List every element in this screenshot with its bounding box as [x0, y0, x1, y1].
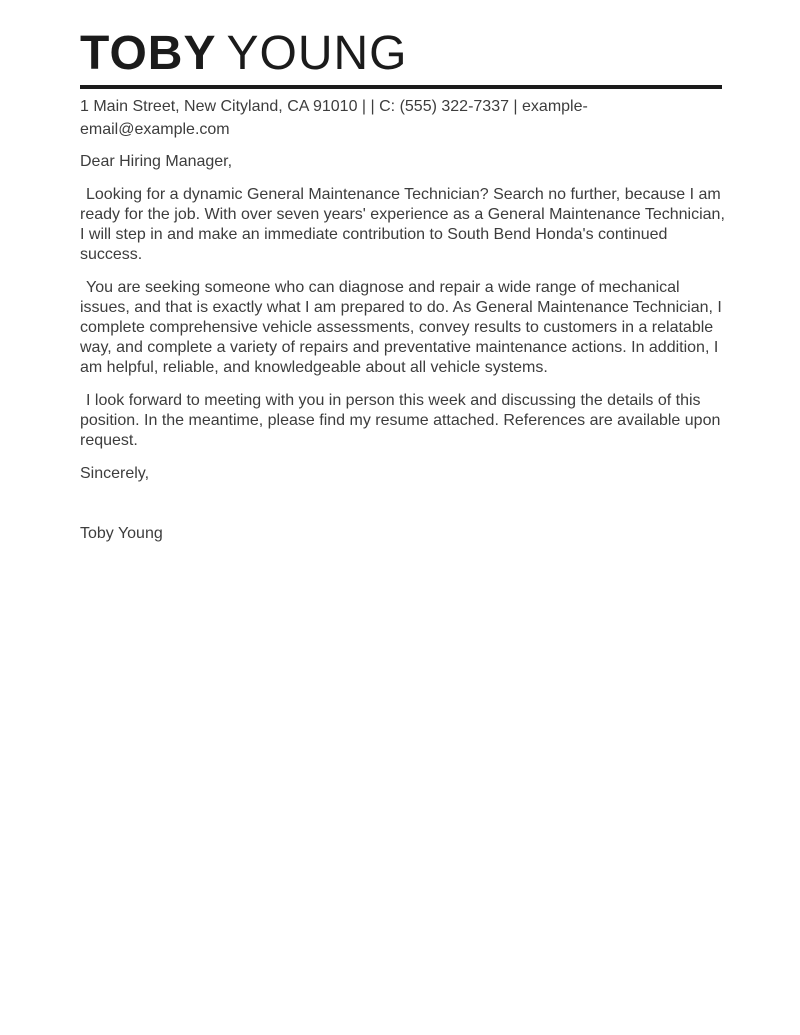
salutation: Dear Hiring Manager, [80, 153, 233, 170]
candidate-first-name: TOBY [80, 27, 217, 80]
signature-name: Toby Young [80, 525, 163, 542]
contact-info: 1 Main Street, New Cityland, CA 91010 | | C: (555) 322-7337 | example-email@example.com [80, 98, 588, 138]
closing: Sincerely, [80, 465, 150, 482]
candidate-last-name: YOUNG [226, 27, 408, 80]
letter-header [80, 27, 725, 141]
paragraph-3: I look forward to meeting with you in person this week and discussing the details of this position. In the meantime, please find my resume attached. References are available upon request. [80, 392, 721, 449]
paragraph-1: Looking for a dynamic General Maintenance Technician? Search no further, because I am ready for the job. With over seven years' experience as a General Maintenance Technician, I will step in and make an immediate contribution to South Bend Honda's continued success. [80, 186, 725, 263]
letter-body [80, 152, 725, 544]
paragraph-2: You are seeking someone who can diagnose and repair a wide range of mechanical issues, and that is exactly what I am prepared to do. As General Maintenance Technician, I complete comprehensive vehicle assessments, convey results to customers in a relatable way, and complete a variety of repairs and preventative maintenance actions. In addition, I am helpful, reliable, and knowledgeable about all vehicle systems. [80, 279, 722, 376]
letter-content [80, 27, 725, 544]
header-divider [80, 85, 722, 89]
candidate-name [80, 27, 725, 80]
